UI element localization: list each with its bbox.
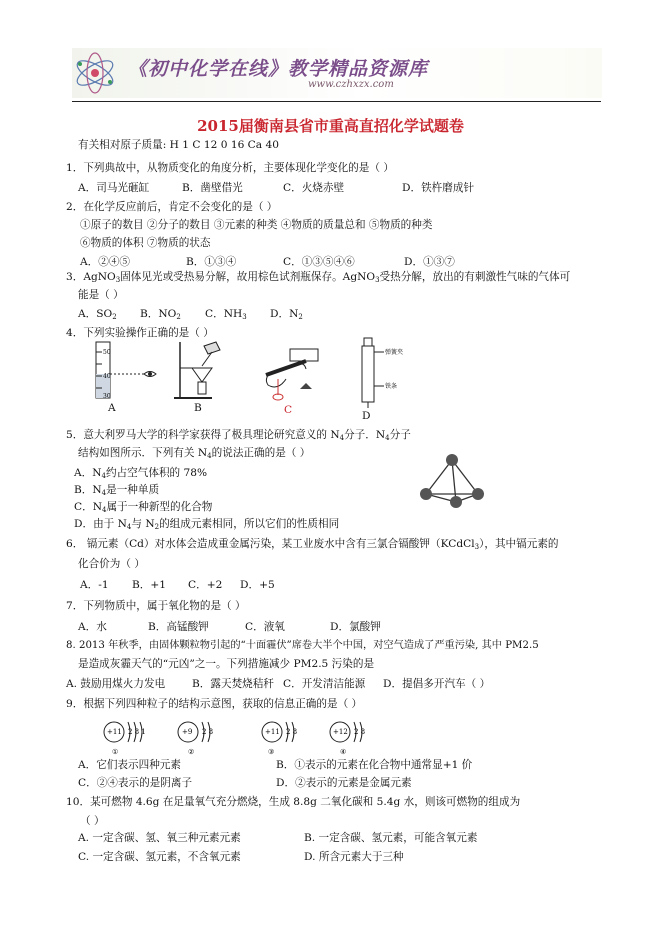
q1-option-b: B．凿壁借光 <box>182 182 243 194</box>
q4-figure-a <box>86 340 158 402</box>
q5-option-b: B．$N_4$是一种单质 <box>74 484 160 497</box>
q9-option-d: D．②表示的元素是金属元素 <box>276 777 412 789</box>
q5-stem: 5．意大利罗马大学的科学家获得了极具理论研究意义的 $N_4$分子．$N_4$分子 <box>66 429 411 442</box>
p4-nucleus: +12 <box>333 728 348 736</box>
q10-option-c: C. 一定含碳、氢元素，不含氧元素 <box>78 851 241 863</box>
atomic-mass-line: 有关相对原子质量: H 1 C 12 0 16 Ca 40 <box>78 139 279 151</box>
p4-electrons: 2 8 <box>354 728 366 736</box>
q3-stem-cont: 能是（ ） <box>78 289 124 301</box>
q4-label-c: C <box>284 404 293 416</box>
q5-option-a: A．$N_4$约占空气体积的 78% <box>74 467 208 480</box>
q5-option-c: C．$N_4$属于一种新型的化合物 <box>74 501 213 514</box>
q10-option-b: B. 一定含碳、氢元素，可能含氧元素 <box>304 832 478 844</box>
q10-option-d: D. 所含元素大于三种 <box>304 851 404 863</box>
q10-option-a: A. 一定含碳、氢、氧三种元素元素 <box>78 832 241 844</box>
q6-option-c: C．+2 <box>188 579 223 591</box>
q1-option-c: C．火烧赤壁 <box>283 182 345 194</box>
q8-option-c: C．开发清洁能源 <box>283 678 366 690</box>
q3-option-c: C．$NH_3$ <box>205 308 247 321</box>
p2-nucleus: +9 <box>182 728 193 736</box>
q2-option-b: B．①③④ <box>186 256 237 268</box>
p1-nucleus: +11 <box>107 728 122 736</box>
q2-items-line1: ①原子的数目 ②分子的数目 ③元素的种类 ④物质的质量总和 ⑤物质的种类 <box>80 219 433 231</box>
q8-option-a: A. 鼓励用煤火力发电 <box>66 678 166 690</box>
q3-option-b: B．$NO_2$ <box>140 308 181 321</box>
q7-option-a: A．水 <box>78 621 107 633</box>
q7-option-b: B．高锰酸钾 <box>148 621 209 633</box>
q5-option-d: D．由于 $N_4$与 $N_2$的组成元素相同，所以它们的性质相同 <box>74 518 340 531</box>
q2-items-line2: ⑥物质的体积 ⑦物质的状态 <box>80 237 211 249</box>
q6-option-d: D．+5 <box>240 579 275 591</box>
q4-stem: 4．下列实验操作正确的是（ ） <box>66 327 214 339</box>
q4-label-a: A <box>108 402 116 414</box>
q6-option-a: A．-1 <box>80 579 109 591</box>
q9-option-a: A．它们表示四种元素 <box>78 759 181 771</box>
p2-electrons: 2 8 <box>202 728 214 736</box>
d-note-2: 铁条 <box>385 383 398 390</box>
banner-url[interactable]: www.czhxzx.com <box>308 79 394 90</box>
q9-option-c: C．②④表示的是阴离子 <box>78 777 193 789</box>
q2-option-a: A．②④⑤ <box>80 256 131 268</box>
q6-stem-cont: 化合价为（ ） <box>78 558 145 570</box>
p4-number: ④ <box>340 748 347 756</box>
d-note-1: 弹簧夹 <box>385 349 404 356</box>
banner-title: 《初中化学在线》教学精品资源库 <box>128 58 429 80</box>
q9-option-b: B．①表示的元素在化合物中通常显+1 价 <box>276 759 473 771</box>
q1-stem: 1．下列典故中，从物质变化的角度分析，主要体现化学变化的是（ ） <box>66 162 394 174</box>
q9-particle-diagrams <box>100 714 400 760</box>
q4-label-d: D <box>362 410 371 422</box>
q4-figure-d <box>352 336 422 410</box>
p3-nucleus: +11 <box>265 728 280 736</box>
q8-option-d: D．提倡多开汽车（ ） <box>383 678 491 690</box>
logo-atom-icon <box>70 48 120 98</box>
tick-label-40: 40 <box>103 373 111 380</box>
p3-electrons: 2 8 <box>286 728 298 736</box>
q7-option-d: D．氯酸钾 <box>330 621 381 633</box>
q9-stem: 9．根据下列四种粒子的结构示意图，获取的信息正确的是（ ） <box>66 698 363 710</box>
q2-option-d: D．①③⑦ <box>404 256 455 268</box>
q6-stem: 6． 镉元素（Cd）对水体会造成重金属污染，某工业废水中含有三氯合镉酸钾（KCdCl$_3$），其中镉元素的 <box>66 538 559 551</box>
q8-option-b: B．露天焚烧秸秆 <box>192 678 274 690</box>
q7-option-c: C．液氧 <box>245 621 285 633</box>
p1-electrons: 2 8 1 <box>128 728 146 736</box>
tick-label-30: 30 <box>103 393 111 400</box>
header-divider <box>72 101 601 102</box>
p3-number: ③ <box>268 748 275 756</box>
q10-stem: 10．某可燃物 4.6g 在足量氧气充分燃烧，生成 8.8g 二氧化碳和 5.4g 水，则该可燃物的组成为 <box>66 796 521 808</box>
q10-stem-cont: （ ） <box>80 815 105 827</box>
q8-stem: 8. 2013 年秋季，由固体颗粒物引起的“十面霾伏”席卷大半个中国，对空气造成了严重污染, 其中 PM2.5 <box>66 640 539 651</box>
q3-stem: 3．AgNO$_3$固体见光或受热易分解，故用棕色试剂瓶保存。AgNO$_3$受热分解，放出的有刺激性气味的气体可 <box>66 271 571 284</box>
q4-figure-c <box>256 345 326 403</box>
q5-stem-cont: 结构如图所示．下列有关 $N_4$的说法正确的是（ ） <box>78 447 311 460</box>
q6-option-b: B．+1 <box>132 579 166 591</box>
tick-label-50: 50 <box>103 349 111 356</box>
q4-figure-b <box>172 338 232 402</box>
page-title: 2015届衡南县省市重高直招化学试题卷 <box>197 117 464 135</box>
q2-stem: 2．在化学反应前后，肯定不会变化的是（ ） <box>66 201 278 213</box>
n4-molecule-figure <box>418 452 488 510</box>
p1-number: ① <box>112 748 119 756</box>
q2-option-c: C．①③⑤④⑥ <box>283 256 355 268</box>
p2-number: ② <box>188 748 195 756</box>
q3-option-d: D．$N_2$ <box>270 308 303 321</box>
q8-stem-cont: 是造成灰霾天气的“元凶”之一。下列措施减少 PM2.5 污染的是 <box>78 658 375 670</box>
q1-option-a: A．司马光砸缸 <box>78 182 150 194</box>
q4-label-b: B <box>194 402 202 414</box>
q7-stem: 7．下列物质中，属于氧化物的是（ ） <box>66 600 246 612</box>
q3-option-a: A．$SO_2$ <box>78 308 117 321</box>
q1-option-d: D．铁杵磨成针 <box>402 182 475 194</box>
